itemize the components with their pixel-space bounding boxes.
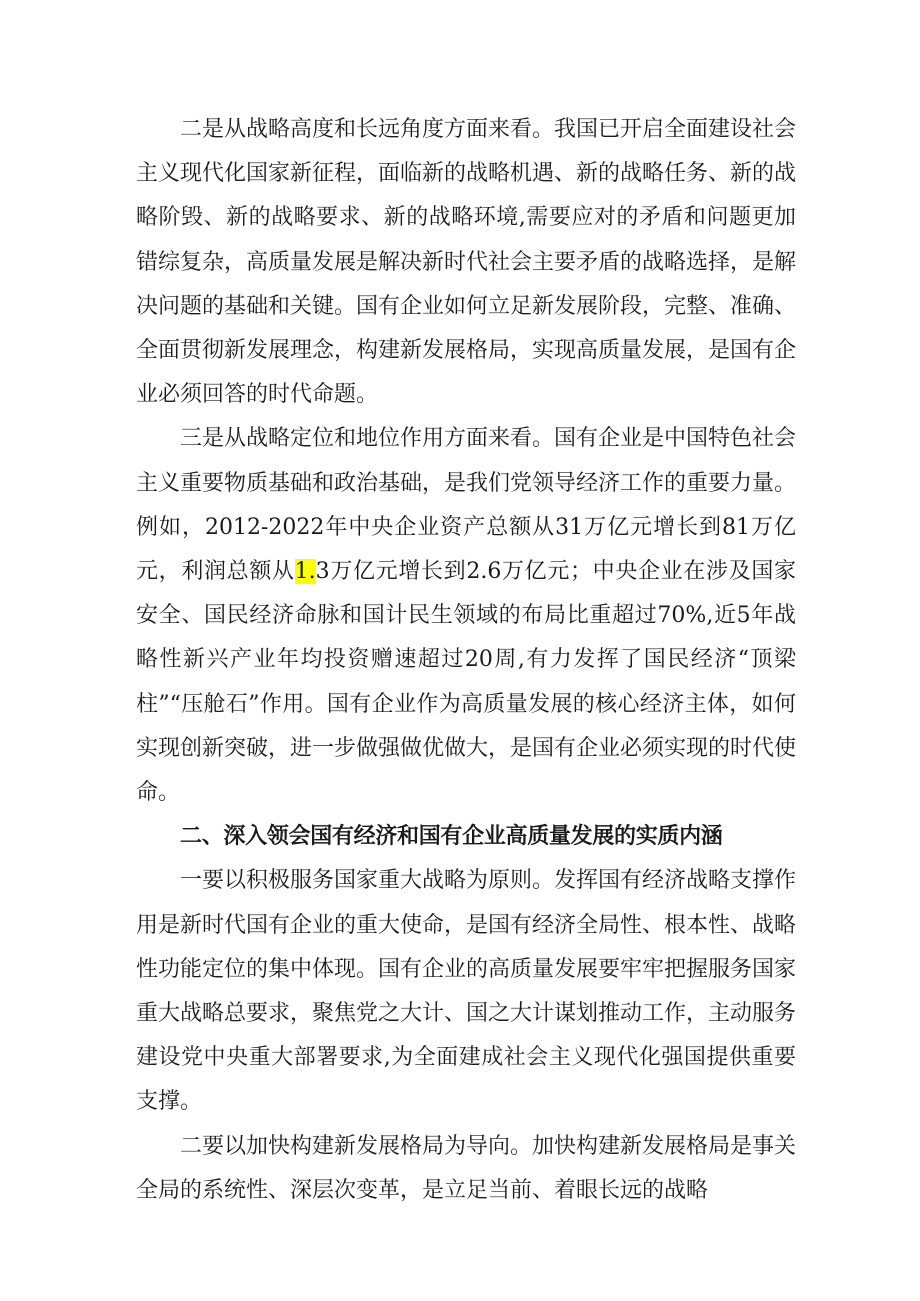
- paragraph-new-development-pattern: 二要以加快构建新发展格局为导向。加快构建新发展格局是事关全局的系统性、深层次变革，是立足当前、着眼长远的战略: [136, 1133, 797, 1203]
- paragraph-strategic-height: 二是从战略高度和长远角度方面来看。我国已开启全面建设社会主义现代化国家新征程，面临新的战略机遇、新的战略任务、新的战略阶毁、新的战略要求、新的战略环境,需要应对的矛盾和问题更加错综复杂，高质量发展是解决新时代社会主要矛盾的战略选择，是解决问题的基础和关键。国有企业如何立足新发展阶段，完整、准确、全面贯彻新发展理念，构建新发展格局，实现高质量发展，是国有企业必须回答的时代命题。: [136, 117, 797, 408]
- paragraph-strategic-position: [136, 417, 796, 815]
- paragraph-strategic-position-text-before: 三是从战略定位和地位作用方面来看。国有企业是中国特色社会主义重要物质基础和政治基础，是我们党领导经济工作的重要力量。例如，2012-2022年中央企业资产总额从31万亿元增长到81万亿元，利润总额从: [136, 426, 797, 585]
- paragraph-serve-national-strategy: 一要以积极服务国家重大战略为原则。发挥国有经济战略支撑作用是新时代国有企业的重大使命，是国有经济全局性、根本性、战略性功能定位的集中体现。国有企业的高质量发展要牢牢把握服务国家重大战略总要求，聚焦党之大计、国之大计谋划推动工作，主动服务建设党中央重大部署要求,为全面建成社会主义现代化强国提供重要支撑。: [136, 868, 797, 1115]
- paragraph-strategic-position-text-after: 3万亿元增长到2.6万亿元；中央企业在涉及国家安全、国民经济命脉和国计民生领域的布局比重超过70%,近5年战略性新兴产业年均投资赠速超过20周,有力发挥了国民经济“顶梁柱”“压舱石”作用。国有企业作为高质量发展的核心经济主体，如何实现创新突破，进一步做强做优做大，是国有企业必须实现的时代使命。: [136, 559, 797, 806]
- section-heading: 二、深入领会国有经济和国有企业高质量发展的实质内涵: [180, 824, 723, 850]
- document-body: [136, 108, 796, 1213]
- highlighted-text: 1.: [294, 559, 316, 585]
